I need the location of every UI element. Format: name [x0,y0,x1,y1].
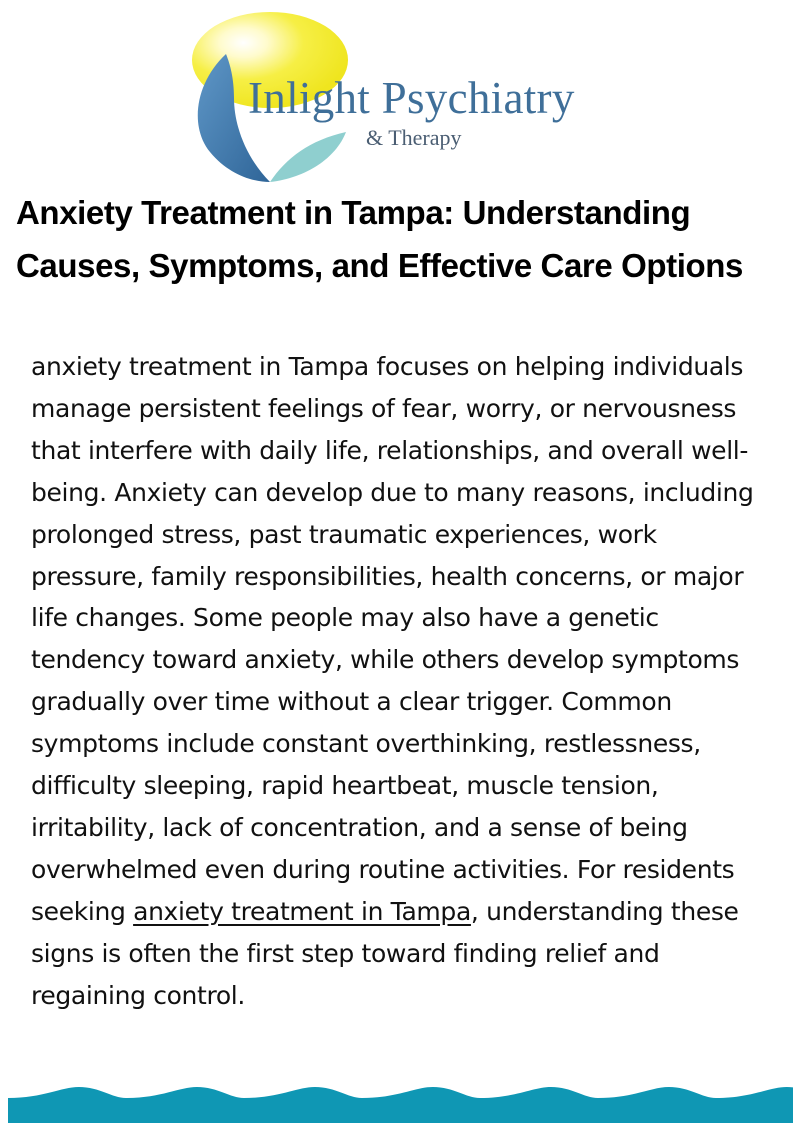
page-title: Anxiety Treatment in Tampa: Understanding Causes, Symptoms, and Effective Care Options [16,194,743,284]
brand-logo [190,8,590,184]
body-intro: anxiety treatment in Tampa focuses on helping individuals manage persistent feelings of fear, worry, or nervousness that interfere with daily life, relationships, and overall well-being. Anxiety can develop due to many reasons, including prolonged stress, past traumatic experiences, work pressure, family responsibilities, health concerns, or major life changes. Some people may also have a genetic tendency toward anxiety, while others develop symptoms gradually over time without a clear trigger. Common symptoms include constant overthinking, restlessness, difficulty sleeping, rapid heartbeat, muscle tension, irritability, lack of concentration, and a sense of being overwhelmed even during routine activities. For residents seeking [31,352,754,926]
wave-divider [8,1078,793,1123]
body-outro: , understanding these signs is often the first step toward finding relief and regaining control. [31,896,739,1010]
brand-name: Inlight Psychiatry [248,73,575,123]
wave-shape [8,1087,793,1123]
article-body [31,346,761,1017]
anxiety-treatment-link[interactable]: anxiety treatment in Tampa [133,896,471,926]
brand-subtitle: & Therapy [366,125,462,150]
